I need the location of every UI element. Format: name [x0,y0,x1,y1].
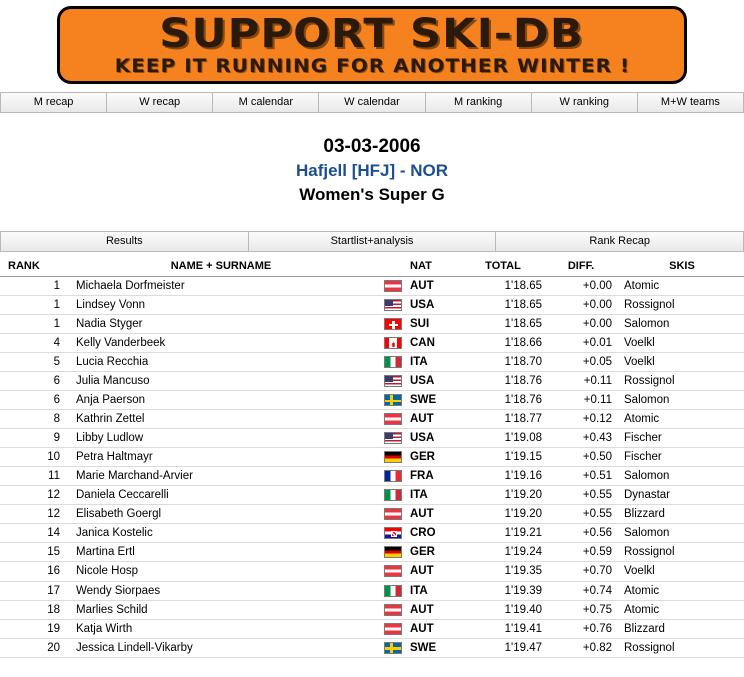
cell-flag [376,315,410,334]
flag-icon-ita [384,489,402,501]
cell-diff: +0.70 [542,562,620,581]
nav-item-m-ranking[interactable]: M ranking [426,93,532,112]
flag-icon-can [384,337,402,349]
cell-nation: AUT [410,600,464,619]
cell-diff: +0.56 [542,524,620,543]
flag-icon-usa [384,375,402,387]
cell-athlete-name[interactable]: Michaela Dorfmeister [66,277,376,296]
cell-athlete-name[interactable]: Petra Haltmayr [66,448,376,467]
cell-athlete-name[interactable]: Daniela Ceccarelli [66,486,376,505]
cell-total-time: 1'19.20 [464,486,542,505]
cell-diff: +0.12 [542,410,620,429]
cell-total-time: 1'18.77 [464,410,542,429]
cell-diff: +0.50 [542,448,620,467]
cell-skis: Salomon [620,315,744,334]
header-skis[interactable]: SKIS [620,258,744,277]
flag-icon-usa [384,432,402,444]
cell-flag [376,277,410,296]
cell-rank: 11 [0,467,66,486]
table-row[interactable] [0,524,744,543]
cell-athlete-name[interactable]: Kelly Vanderbeek [66,334,376,353]
cell-diff: +0.51 [542,467,620,486]
support-banner-area [0,0,744,92]
nav-item-w-ranking[interactable]: W ranking [532,93,638,112]
table-row[interactable] [0,315,744,334]
table-row[interactable] [0,486,744,505]
cell-skis: Atomic [620,600,744,619]
table-row[interactable] [0,277,744,296]
cell-diff: +0.00 [542,315,620,334]
results-table [0,258,744,658]
cell-rank: 19 [0,619,66,638]
support-banner[interactable] [57,6,687,84]
cell-rank: 4 [0,334,66,353]
cell-athlete-name[interactable]: Anja Paerson [66,391,376,410]
table-row[interactable] [0,391,744,410]
cell-diff: +0.76 [542,619,620,638]
header-nat[interactable]: NAT [410,258,464,277]
nav-item-mw-teams[interactable]: M+W teams [638,93,744,112]
cell-diff: +0.43 [542,429,620,448]
table-row[interactable] [0,296,744,315]
cell-skis: Voelkl [620,353,744,372]
cell-nation: SWE [410,391,464,410]
cell-flag [376,524,410,543]
race-date: 03-03-2006 [323,136,421,157]
cell-rank: 6 [0,372,66,391]
cell-nation: ITA [410,581,464,600]
flag-icon-sui [384,318,402,330]
cell-nation: CRO [410,524,464,543]
cell-flag [376,505,410,524]
table-row[interactable] [0,543,744,562]
cell-flag [376,486,410,505]
main-nav [0,92,744,113]
cell-athlete-name[interactable]: Nadia Styger [66,315,376,334]
table-row[interactable] [0,467,744,486]
cell-rank: 12 [0,486,66,505]
cell-total-time: 1'19.16 [464,467,542,486]
flag-icon-aut [384,508,402,520]
tab-results[interactable]: Results [0,232,249,251]
cell-skis: Salomon [620,391,744,410]
cell-athlete-name[interactable]: Lindsey Vonn [66,296,376,315]
flag-icon-cro [384,527,402,539]
header-rank[interactable]: RANK [0,258,66,277]
cell-rank: 1 [0,277,66,296]
cell-rank: 20 [0,638,66,657]
cell-diff: +0.55 [542,486,620,505]
cell-total-time: 1'19.40 [464,600,542,619]
cell-flag [376,372,410,391]
cell-diff: +0.55 [542,505,620,524]
cell-flag [376,410,410,429]
table-row[interactable] [0,600,744,619]
cell-skis: Atomic [620,581,744,600]
cell-skis: Salomon [620,467,744,486]
table-row[interactable] [0,562,744,581]
cell-nation: SUI [410,315,464,334]
cell-rank: 10 [0,448,66,467]
cell-skis: Fischer [620,448,744,467]
header-flag [376,258,410,277]
cell-nation: FRA [410,467,464,486]
header-total[interactable]: TOTAL [464,258,542,277]
flag-icon-aut [384,623,402,635]
flag-icon-aut [384,280,402,292]
table-row[interactable] [0,429,744,448]
cell-diff: +0.82 [542,638,620,657]
cell-rank: 6 [0,391,66,410]
banner-subline: KEEP IT RUNNING FOR ANOTHER WINTER ! [114,55,630,77]
table-header-row [0,258,744,277]
cell-skis: Voelkl [620,334,744,353]
cell-total-time: 1'19.20 [464,505,542,524]
table-row[interactable] [0,505,744,524]
cell-athlete-name[interactable]: Lucia Recchia [66,353,376,372]
cell-nation: USA [410,372,464,391]
cell-total-time: 1'19.39 [464,581,542,600]
cell-flag [376,353,410,372]
cell-flag [376,448,410,467]
flag-icon-usa [384,299,402,311]
cell-nation: SWE [410,638,464,657]
nav-item-w-recap[interactable]: W recap [107,93,213,112]
table-row[interactable] [0,372,744,391]
nav-item-w-calendar[interactable]: W calendar [319,93,425,112]
cell-athlete-name[interactable]: Libby Ludlow [66,429,376,448]
cell-diff: +0.59 [542,543,620,562]
cell-flag [376,600,410,619]
cell-skis: Fischer [620,429,744,448]
cell-diff: +0.11 [542,391,620,410]
cell-diff: +0.01 [542,334,620,353]
cell-total-time: 1'18.65 [464,315,542,334]
cell-total-time: 1'18.76 [464,391,542,410]
cell-flag [376,467,410,486]
cell-nation: AUT [410,619,464,638]
table-row[interactable] [0,353,744,372]
flag-icon-fra [384,470,402,482]
cell-athlete-name[interactable]: Martina Ertl [66,543,376,562]
cell-nation: CAN [410,334,464,353]
cell-skis: Rossignol [620,296,744,315]
cell-athlete-name[interactable]: Kathrin Zettel [66,410,376,429]
cell-rank: 1 [0,296,66,315]
cell-flag [376,543,410,562]
cell-skis: Rossignol [620,543,744,562]
tab-rank-recap[interactable]: Rank Recap [496,232,744,251]
cell-flag [376,562,410,581]
flag-icon-ger [384,451,402,463]
flag-icon-ita [384,585,402,597]
flag-icon-ger [384,546,402,558]
cell-skis: Rossignol [620,372,744,391]
cell-skis: Dynastar [620,486,744,505]
cell-flag [376,619,410,638]
cell-nation: AUT [410,505,464,524]
cell-total-time: 1'19.08 [464,429,542,448]
cell-athlete-name[interactable]: Nicole Hosp [66,562,376,581]
cell-rank: 16 [0,562,66,581]
cell-rank: 1 [0,315,66,334]
cell-nation: AUT [410,562,464,581]
cell-athlete-name[interactable]: Elisabeth Goergl [66,505,376,524]
cell-rank: 18 [0,600,66,619]
cell-nation: USA [410,296,464,315]
nav-item-m-recap[interactable]: M recap [0,93,107,112]
header-name[interactable]: NAME + SURNAME [66,258,376,277]
cell-skis: Voelkl [620,562,744,581]
cell-skis: Blizzard [620,505,744,524]
cell-diff: +0.11 [542,372,620,391]
cell-nation: USA [410,429,464,448]
cell-athlete-name[interactable]: Julia Mancuso [66,372,376,391]
cell-diff: +0.00 [542,296,620,315]
cell-athlete-name[interactable]: Janica Kostelic [66,524,376,543]
cell-total-time: 1'19.24 [464,543,542,562]
header-diff[interactable]: DIFF. [542,258,620,277]
cell-total-time: 1'19.41 [464,619,542,638]
cell-skis: Atomic [620,410,744,429]
cell-flag [376,334,410,353]
cell-athlete-name[interactable]: Katja Wirth [66,619,376,638]
cell-athlete-name[interactable]: Marlies Schild [66,600,376,619]
table-row[interactable] [0,638,744,657]
cell-flag [376,429,410,448]
tab-startlist-analysis[interactable]: Startlist+analysis [249,232,497,251]
cell-rank: 9 [0,429,66,448]
cell-nation: GER [410,543,464,562]
race-location: Hafjell [HFJ] - NOR [295,161,449,180]
cell-rank: 12 [0,505,66,524]
race-discipline: Women's Super G [299,185,445,204]
cell-nation: ITA [410,486,464,505]
flag-icon-aut [384,413,402,425]
cell-flag [376,581,410,600]
cell-total-time: 1'18.65 [464,296,542,315]
cell-skis: Salomon [620,524,744,543]
cell-diff: +0.75 [542,600,620,619]
cell-rank: 14 [0,524,66,543]
cell-diff: +0.74 [542,581,620,600]
nav-item-m-calendar[interactable]: M calendar [213,93,319,112]
cell-total-time: 1'18.70 [464,353,542,372]
table-row[interactable] [0,581,744,600]
cell-total-time: 1'18.65 [464,277,542,296]
race-header [0,113,744,221]
cell-total-time: 1'19.35 [464,562,542,581]
flag-icon-swe [384,642,402,654]
flag-icon-aut [384,604,402,616]
cell-total-time: 1'19.47 [464,638,542,657]
cell-athlete-name[interactable]: Wendy Siorpaes [66,581,376,600]
flag-icon-aut [384,565,402,577]
cell-flag [376,391,410,410]
cell-skis: Atomic [620,277,744,296]
flag-icon-swe [384,394,402,406]
cell-nation: ITA [410,353,464,372]
cell-diff: +0.00 [542,277,620,296]
cell-flag [376,296,410,315]
banner-headline: SUPPORT SKI-DB [159,11,585,57]
cell-rank: 17 [0,581,66,600]
flag-icon-ita [384,356,402,368]
cell-total-time: 1'18.66 [464,334,542,353]
cell-nation: AUT [410,277,464,296]
cell-nation: AUT [410,410,464,429]
cell-athlete-name[interactable]: Marie Marchand-Arvier [66,467,376,486]
cell-rank: 15 [0,543,66,562]
table-row[interactable] [0,448,744,467]
cell-total-time: 1'19.15 [464,448,542,467]
cell-flag [376,638,410,657]
table-row[interactable] [0,410,744,429]
cell-athlete-name[interactable]: Jessica Lindell-Vikarby [66,638,376,657]
section-tabs [0,231,744,252]
cell-rank: 5 [0,353,66,372]
cell-nation: GER [410,448,464,467]
cell-total-time: 1'19.21 [464,524,542,543]
cell-skis: Blizzard [620,619,744,638]
cell-diff: +0.05 [542,353,620,372]
table-row[interactable] [0,334,744,353]
cell-skis: Rossignol [620,638,744,657]
table-row[interactable] [0,619,744,638]
cell-rank: 8 [0,410,66,429]
cell-total-time: 1'18.76 [464,372,542,391]
